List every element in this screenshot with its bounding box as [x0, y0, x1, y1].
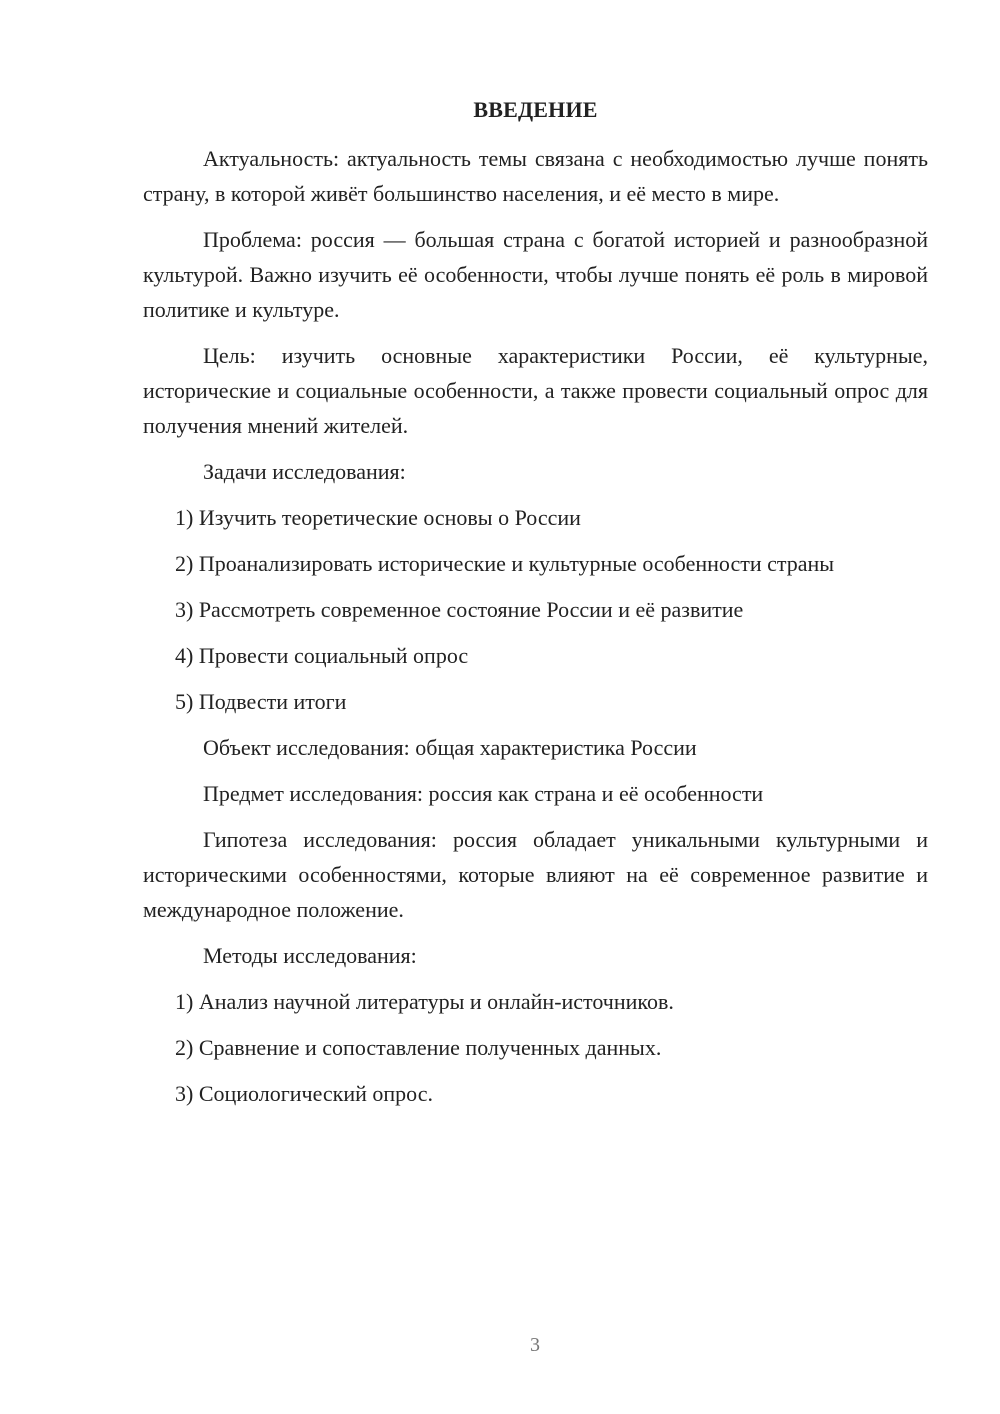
document-body — [143, 141, 928, 1122]
page-title: ВВЕДЕНИЕ — [473, 97, 598, 122]
subject-paragraph: Предмет исследования: россия как страна и её особенности — [203, 781, 764, 806]
methods-heading: Методы исследования: — [203, 943, 417, 968]
goal-paragraph: Цель: изучить основные характеристики России, её культурные, исторические и социальные особенности, а также провести социальный опрос для получения мнений жителей. — [143, 343, 928, 438]
relevance-paragraph: Актуальность: актуальность темы связана с необходимостью лучше понять страну, в которой живёт большинство населения, и её место в мире. — [143, 146, 928, 206]
task-item: 1) Изучить теоретические основы о России — [175, 505, 581, 530]
hypothesis-paragraph: Гипотеза исследования: россия обладает уникальными культурными и историческими особенностями, которые влияют на её современное развитие и международное положение. — [143, 827, 928, 922]
method-item: 1) Анализ научной литературы и онлайн-источников. — [175, 989, 674, 1014]
method-item: 3) Социологический опрос. — [175, 1081, 433, 1106]
tasks-heading: Задачи исследования: — [203, 459, 406, 484]
task-item: 5) Подвести итоги — [175, 689, 347, 714]
task-item: 3) Рассмотреть современное состояние России и её развитие — [175, 597, 744, 622]
task-item: 4) Провести социальный опрос — [175, 643, 469, 668]
page-number: 3 — [530, 1334, 540, 1356]
problem-paragraph: Проблема: россия — большая страна с богатой историей и разнообразной культурой. Важно изучить её особенности, чтобы лучше понять её роль в мировой политике и культуре. — [143, 227, 928, 322]
object-paragraph: Объект исследования: общая характеристика России — [203, 735, 697, 760]
task-item: 2) Проанализировать исторические и культурные особенности страны — [175, 551, 835, 576]
method-item: 2) Сравнение и сопоставление полученных данных. — [175, 1035, 662, 1060]
